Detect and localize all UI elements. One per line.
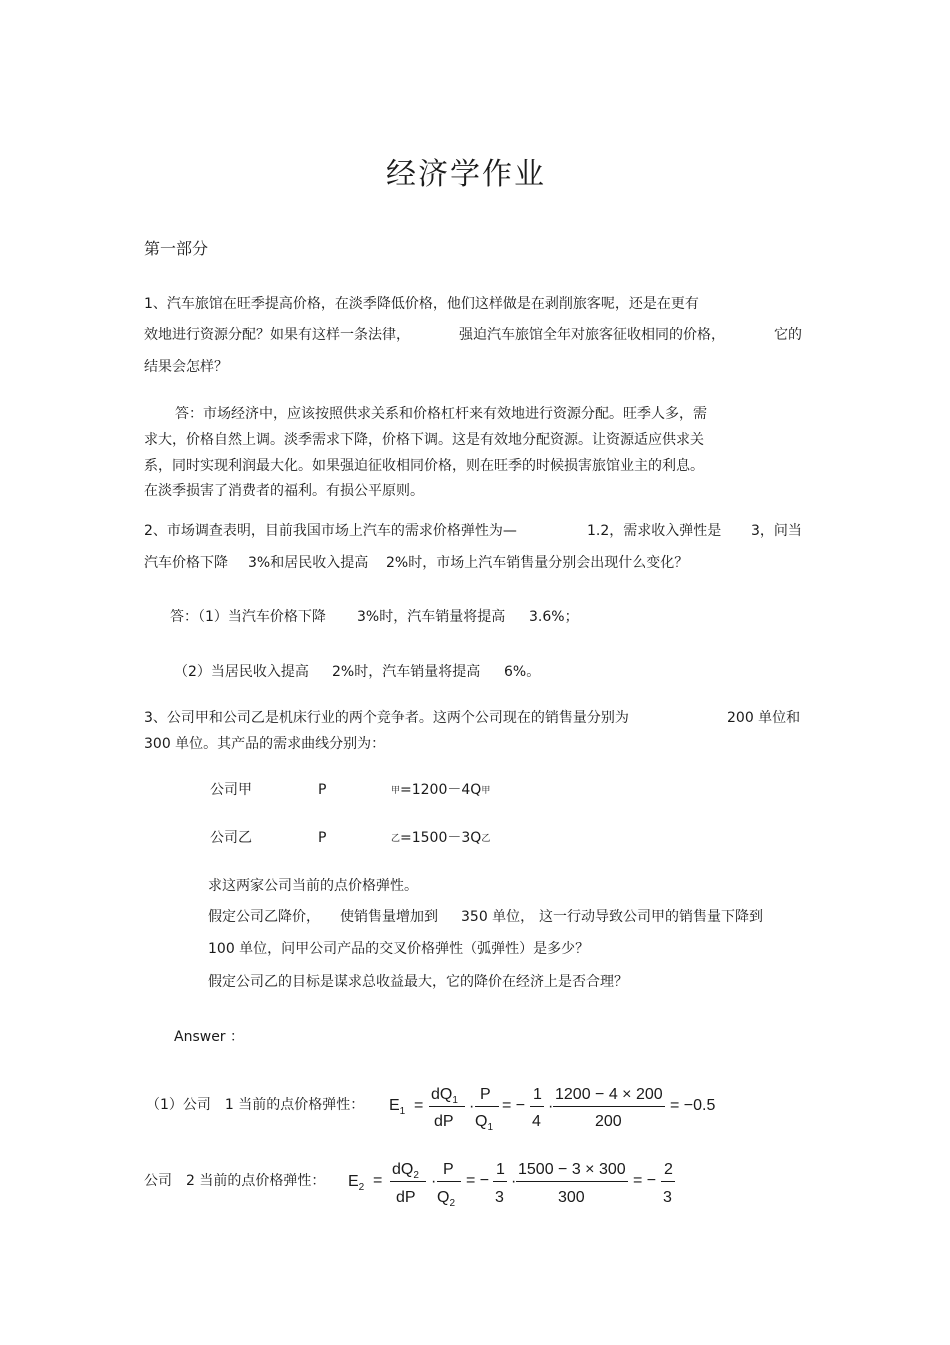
q1-line-1: 1、汽车旅馆在旺季提高价格，在淡季降低价格，他们这样做是在剥削旅客呢，还是在更有 [144, 296, 699, 312]
answer-2-one: 1 [496, 1161, 505, 1178]
q3-line-2: 300 单位。其产品的需求曲线分别为： [144, 736, 386, 752]
answer-1-fraction-bar-4 [553, 1106, 665, 1107]
answer-2-elasticity-symbol: $E_2$ [348, 1173, 365, 1193]
q1-answer-line-3: 系，同时实现利润最大化。如果强迫征收相同价格，则在旺季的时候损害旅馆业主的利息。 [144, 458, 704, 474]
q2-answer-1c: 3.6%； [529, 609, 579, 625]
answer-2-dot-2: · [511, 1173, 517, 1190]
q1-answer-line-1: 答：市场经济中，应该按照供求关系和价格杠杆来有效地进行资源分配。旺季人多，需 [175, 406, 707, 422]
company-b-demand-equation: 乙=1500－3Q乙 [391, 830, 491, 846]
answer-2-fraction-bar-5 [661, 1181, 675, 1182]
q3-requirement-3: 100 单位，问甲公司产品的交叉价格弹性（弧弹性）是多少？ [208, 941, 590, 957]
answer-2-fraction-bar-3 [493, 1181, 507, 1182]
answer-2-result-denominator: 3 [663, 1189, 672, 1206]
answer-1-result: = −0.5 [670, 1097, 716, 1114]
answer-1-p: P [480, 1086, 491, 1103]
q2-answer-1a: 答：（1）当汽车价格下降 [170, 609, 326, 625]
company-b-price-symbol: P [318, 830, 327, 846]
q3-requirement-4: 假定公司乙的目标是谋求总收益最大，它的降价在经济上是否合理？ [208, 974, 628, 990]
answer-2-dq: $dQ_2$ [392, 1161, 419, 1181]
company-a-price-symbol: P [318, 782, 327, 798]
answer-1-dot-2: · [548, 1098, 554, 1115]
q3-requirement-2a: 假定公司乙降价， [208, 909, 320, 925]
answer-2-equals: = [373, 1172, 383, 1189]
answer-2-dot-1: · [431, 1173, 437, 1190]
answer-2-equals-minus-2: = − [633, 1172, 657, 1189]
q2-line-1b: 1.2，需求收入弹性是 [587, 523, 722, 539]
answer-2-dp: dP [396, 1189, 416, 1206]
q2-line-2a: 汽车价格下降 [144, 555, 228, 571]
answer-1-equals-minus: = − [502, 1097, 526, 1114]
q3-requirement-1: 求这两家公司当前的点价格弹性。 [208, 878, 418, 894]
answer-1-equals: = [414, 1097, 424, 1114]
q1-answer-line-2: 求大，价格自然上调。淡季需求下降，价格下调。这是有效地分配资源。让资源适应供求关 [144, 432, 704, 448]
answer-1-fraction-bar-1 [429, 1106, 465, 1107]
answer-1-numerator: 1200 − 4 × 200 [555, 1086, 663, 1103]
company-a-label: 公司甲 [210, 782, 252, 798]
answer-2-p: P [443, 1161, 454, 1178]
answer-2-label: 公司 2 当前的点价格弹性： [144, 1173, 326, 1189]
company-b-label: 公司乙 [210, 830, 252, 846]
q2-answer-2b: 2%时，汽车销量将提高 [332, 664, 481, 680]
answer-1-label: （1）公司 1 当前的点价格弹性： [146, 1097, 365, 1113]
answer-2-fraction-bar-2 [437, 1181, 461, 1182]
answer-1-four: 4 [532, 1113, 541, 1130]
q1-line-3: 结果会怎样？ [144, 359, 228, 375]
q2-line-2c: 2%时，市场上汽车销售量分别会出现什么变化？ [386, 555, 689, 571]
answer-1-dq: $dQ_1$ [431, 1086, 458, 1106]
answer-1-fraction-bar-2 [475, 1106, 499, 1107]
answer-1-dot-1: · [469, 1098, 475, 1115]
q2-line-2b: 3%和居民收入提高 [248, 555, 369, 571]
q1-line-2a: 效地进行资源分配？如果有这样一条法律， [144, 327, 410, 343]
answer-1-dp: dP [434, 1113, 454, 1130]
answer-2-result-numerator: 2 [664, 1161, 673, 1178]
q3-requirement-2b: 使销售量增加到 [340, 909, 438, 925]
q1-line-2b: 强迫汽车旅馆全年对旅客征收相同的价格， [459, 327, 725, 343]
q3-line-1b: 200 单位和 [727, 710, 801, 726]
q2-line-1c: 3，问当 [751, 523, 802, 539]
answer-2-equals-minus: = − [466, 1172, 490, 1189]
q3-requirement-2c: 350 单位， [461, 909, 535, 925]
answer-1-fraction-bar-3 [530, 1106, 544, 1107]
q2-answer-2a: （2）当居民收入提高 [174, 664, 309, 680]
q3-requirement-2d: 这一行动导致公司甲的销售量下降到 [539, 909, 763, 925]
answer-1-denominator: 200 [595, 1113, 622, 1130]
answer-2-numerator: 1500 − 3 × 300 [518, 1161, 626, 1178]
page-title: 经济学作业 [386, 157, 546, 192]
answer-2-q: $Q_2$ [437, 1189, 456, 1209]
answer-2-fraction-bar-4 [516, 1181, 628, 1182]
answer-1-one: 1 [533, 1086, 542, 1103]
q1-answer-line-4: 在淡季损害了消费者的福利。有损公平原则。 [144, 483, 424, 499]
section-heading: 第一部分 [144, 239, 209, 258]
q2-answer-2c: 6%。 [504, 664, 541, 680]
answer-label: Answer ： [174, 1029, 245, 1045]
answer-1-q: $Q_1$ [475, 1113, 494, 1133]
q2-line-1a: 2、市场调查表明，目前我国市场上汽车的需求价格弹性为— [144, 523, 517, 539]
answer-2-denominator: 300 [558, 1189, 585, 1206]
answer-2-fraction-bar-1 [390, 1181, 426, 1182]
q2-answer-1b: 3%时，汽车销量将提高 [357, 609, 506, 625]
q1-line-2c: 它的 [774, 327, 802, 343]
answer-2-three: 3 [495, 1189, 504, 1206]
company-a-demand-equation: 甲=1200－4Q甲 [391, 782, 491, 798]
answer-1-elasticity-symbol: $E_1$ [389, 1097, 406, 1117]
q3-line-1a: 3、公司甲和公司乙是机床行业的两个竞争者。这两个公司现在的销售量分别为 [144, 710, 629, 726]
